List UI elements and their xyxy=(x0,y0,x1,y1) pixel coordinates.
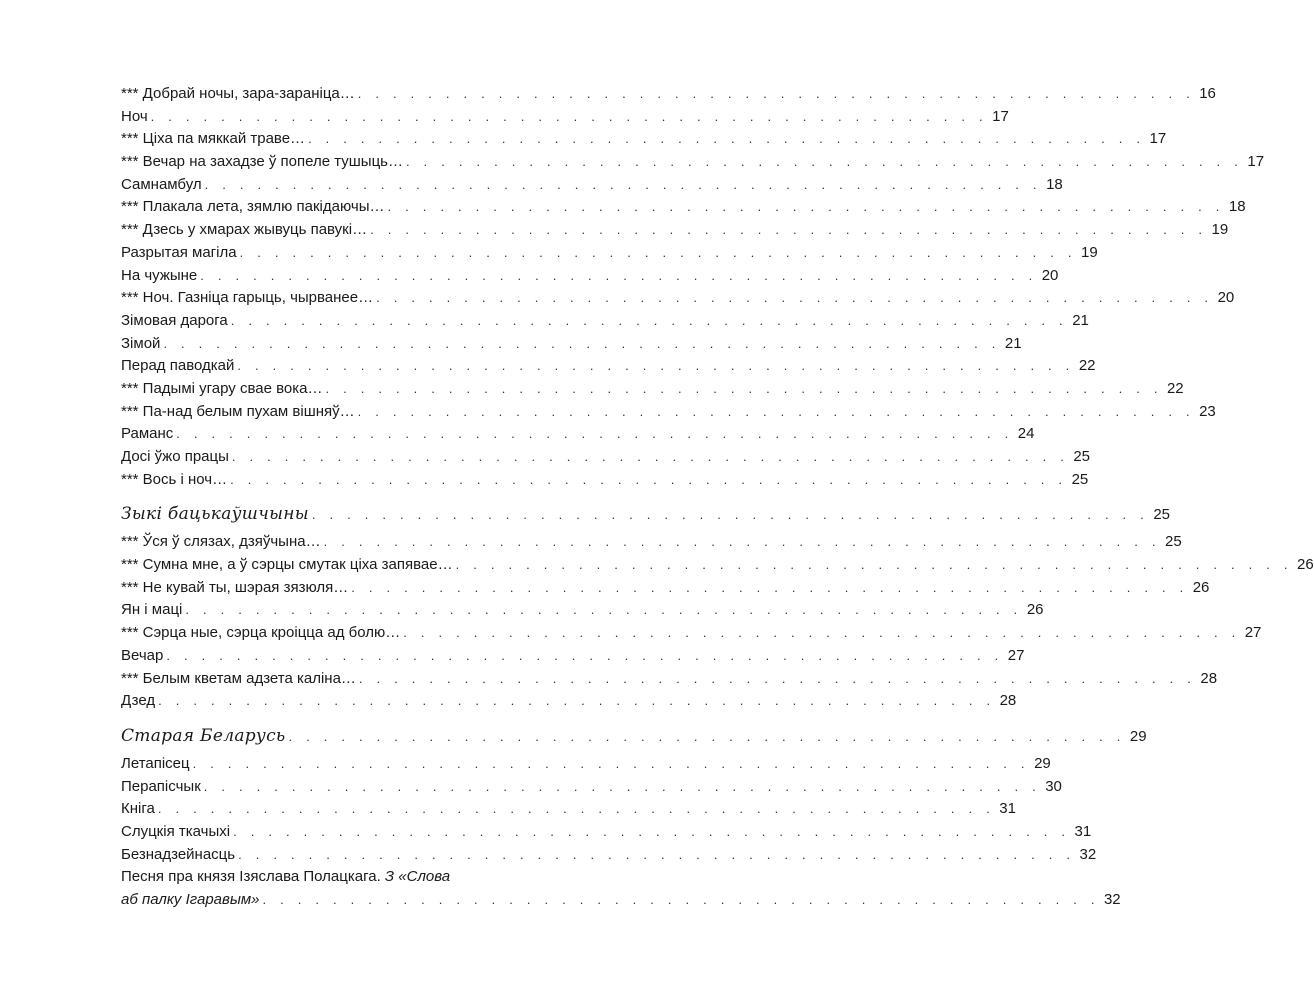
toc-entry xyxy=(121,577,1210,600)
toc-entry-multiline xyxy=(121,866,1121,911)
entry-title: Ян і маці xyxy=(121,601,183,619)
toc-entry xyxy=(121,378,1184,401)
dot-leader: . . . . . . . . . . . . . . . . . . . . . . . . . . . . . . . . . . . . . . . . . . . . . . . . xyxy=(351,579,1189,595)
page-number: 27 xyxy=(1007,646,1025,664)
entry-title: *** Сумна мне, а ў сэрцы смутак ціха запявае… xyxy=(121,556,453,574)
page-number: 30 xyxy=(1045,777,1062,795)
entry-title: Зімовая дарога xyxy=(121,311,228,329)
dot-leader: . . . . . . . . . . . . . . . . . . . . . . . . . . . . . . . . . . . . . . . . . . . . . . . . xyxy=(308,131,1146,147)
entry-title: *** Дзесь у хмарах жывуць павукі… xyxy=(121,221,368,239)
entry-title: Досі ўжо працы xyxy=(121,448,229,465)
entry-title-text: Песня пра князя Ізяслава Полацкага. xyxy=(121,868,385,886)
entry-title: *** Плакала лета, зямлю пакідаючы… xyxy=(121,198,385,216)
table-of-contents xyxy=(121,83,1314,912)
toc-entry xyxy=(121,690,1017,713)
dot-leader: . . . . . . . . . . . . . . . . . . . . . . . . . . . . . . . . . . . . . . . . . . . . . . . . xyxy=(166,647,1004,663)
toc-entry xyxy=(121,151,1265,174)
dot-leader: . . . . . . . . . . . . . . . . . . . . . . . . . . . . . . . . . . . . . . . . . . . . . . . . xyxy=(357,86,1195,101)
page-number: 26 xyxy=(1297,556,1314,574)
dot-leader: . . . . . . . . . . . . . . . . . . . . . . . . . . . . . . . . . . . . . . . . . . . . . . . . xyxy=(203,778,1041,794)
toc-entry xyxy=(121,844,1097,867)
page-number: 20 xyxy=(1217,289,1235,307)
entry-title: Разрытая магіла xyxy=(121,243,237,261)
section-title: Старая Беларусь xyxy=(121,725,286,746)
toc-entry xyxy=(121,128,1167,151)
entry-title: *** Сэрца ные, сэрца кроіцца ад болю… xyxy=(121,624,401,642)
toc-entry xyxy=(121,219,1229,242)
dot-leader: . . . . . . . . . . . . . . . . . . . . . . . . . . . . . . . . . . . . . . . . . . . . . . . . xyxy=(237,358,1075,374)
dot-leader: . . . . . . . . . . . . . . . . . . . . . . . . . . . . . . . . . . . . . . . . . . . . . . . . xyxy=(200,267,1038,283)
page-number: 17 xyxy=(1149,130,1167,148)
toc-entry xyxy=(121,776,1062,799)
page-number: 28 xyxy=(1200,669,1218,687)
dot-leader: . . . . . . . . . . . . . . . . . . . . . . . . . . . . . . . . . . . . . . . . . . . . . . . . xyxy=(387,199,1225,215)
page-number: 20 xyxy=(1041,266,1059,284)
entry-title: Вечар xyxy=(121,646,164,664)
page-number: 23 xyxy=(1199,402,1216,420)
entry-title: *** Ціха па мяккай траве… xyxy=(121,130,306,148)
toc-entry xyxy=(121,531,1182,554)
toc-entry xyxy=(121,645,1025,668)
entry-title-line2 xyxy=(121,889,1121,912)
dot-leader: . . . . . . . . . . . . . . . . . . . . . . . . . . . . . . . . . . . . . . . . . . . . . . . . xyxy=(239,244,1077,260)
entry-title: *** Не кувай ты, шэрая зязюля… xyxy=(121,578,349,596)
page-number: 27 xyxy=(1244,624,1262,642)
entry-subtitle-italic: З «Слова xyxy=(384,868,451,886)
page-number: 29 xyxy=(1034,754,1051,772)
entry-title: На чужыне xyxy=(121,266,198,284)
toc-entry xyxy=(121,106,1009,129)
entry-title: Дзед xyxy=(121,692,156,710)
page-number: 31 xyxy=(1074,822,1092,840)
dot-leader: . . . . . . . . . . . . . . . . . . . . . . . . . . . . . . . . . . . . . . . . . . . . . . . . xyxy=(262,892,1100,907)
toc-entry xyxy=(121,287,1235,310)
section-title: Зыкі бацькаўшчыны xyxy=(121,504,309,525)
dot-leader: . . . . . . . . . . . . . . . . . . . . . . . . . . . . . . . . . . . . . . . . . . . . . . . . xyxy=(158,693,996,709)
section-heading-row xyxy=(121,719,1147,753)
entry-title: Ноч xyxy=(121,107,148,125)
page-number: 17 xyxy=(1247,153,1265,171)
dot-leader: . . . . . . . . . . . . . . . . . . . . . . . . . . . . . . . . . . . . . . . . . . . . . . . . xyxy=(325,380,1163,396)
dot-leader: . . . . . . . . . . . . . . . . . . . . . . . . . . . . . . . . . . . . . . . . . . . . . . . . xyxy=(311,507,1149,523)
entry-title: Перад паводкай xyxy=(121,357,235,375)
entry-title: *** Ўся ў слязах, дзяўчына… xyxy=(121,533,321,551)
dot-leader: . . . . . . . . . . . . . . . . . . . . . . . . . . . . . . . . . . . . . . . . . . . . . . . . xyxy=(185,602,1023,618)
toc-entry xyxy=(121,196,1246,219)
page-number: 16 xyxy=(1199,85,1216,102)
page-number: 26 xyxy=(1192,578,1210,596)
page-number: 31 xyxy=(999,800,1016,818)
dot-leader: . . . . . . . . . . . . . . . . . . . . . . . . . . . . . . . . . . . . . . . . . . . . . . . . xyxy=(150,108,988,124)
page-number: 28 xyxy=(999,692,1017,710)
page-number: 22 xyxy=(1078,357,1096,375)
dot-leader: . . . . . . . . . . . . . . . . . . . . . . . . . . . . . . . . . . . . . . . . . . . . . . . . xyxy=(176,426,1014,442)
dot-leader: . . . . . . . . . . . . . . . . . . . . . . . . . . . . . . . . . . . . . . . . . . . . . . . . xyxy=(230,471,1068,487)
page-number: 17 xyxy=(992,107,1009,125)
entry-title-line1 xyxy=(121,866,519,889)
dot-leader: . . . . . . . . . . . . . . . . . . . . . . . . . . . . . . . . . . . . . . . . . . . . . . . . xyxy=(238,846,1076,862)
entry-title: *** Вечар на захадзе ў попеле тушыць… xyxy=(121,153,403,171)
toc-entry xyxy=(121,622,1262,645)
toc-entry xyxy=(121,242,1098,265)
page-number: 19 xyxy=(1211,221,1229,239)
toc-entry xyxy=(121,401,1216,424)
entry-title: *** Белым кветам адзета каліна… xyxy=(121,669,356,687)
toc-entry xyxy=(121,265,1059,288)
page-number: 24 xyxy=(1017,425,1035,443)
entry-title: *** Добрай ночы, зара-зараніца… xyxy=(121,85,355,102)
entry-title: Слуцкія ткачыхі xyxy=(121,822,231,840)
toc-entry xyxy=(121,446,1091,469)
entry-title: Раманс xyxy=(121,425,174,443)
toc-entry xyxy=(121,821,1092,844)
page-number: 22 xyxy=(1166,379,1184,397)
dot-leader: . . . . . . . . . . . . . . . . . . . . . . . . . . . . . . . . . . . . . . . . . . . . . . . . xyxy=(403,625,1241,641)
dot-leader: . . . . . . . . . . . . . . . . . . . . . . . . . . . . . . . . . . . . . . . . . . . . . . . . xyxy=(323,534,1161,550)
page-number: 29 xyxy=(1129,727,1147,745)
page-number: 19 xyxy=(1081,243,1098,261)
entry-title: Самнамбул xyxy=(121,175,202,193)
toc-entry xyxy=(121,423,1035,446)
toc-entry xyxy=(121,798,1016,821)
toc-entry xyxy=(121,554,1314,577)
entry-title: Безнадзейнасць xyxy=(121,845,236,863)
dot-leader: . . . . . . . . . . . . . . . . . . . . . . . . . . . . . . . . . . . . . . . . . . . . . . . . xyxy=(358,670,1197,686)
toc-entry xyxy=(121,310,1089,333)
dot-leader: . . . . . . . . . . . . . . . . . . . . . . . . . . . . . . . . . . . . . . . . . . . . . . . . xyxy=(376,290,1214,306)
entry-title: *** Падымі угару свае вока… xyxy=(121,379,323,397)
dot-leader: . . . . . . . . . . . . . . . . . . . . . . . . . . . . . . . . . . . . . . . . . . . . . . . . xyxy=(288,728,1126,744)
toc-entry xyxy=(121,355,1096,378)
entry-title: Зімой xyxy=(121,334,161,352)
dot-leader: . . . . . . . . . . . . . . . . . . . . . . . . . . . . . . . . . . . . . . . . . . . . . . . . xyxy=(370,222,1208,238)
dot-leader: . . . . . . . . . . . . . . . . . . . . . . . . . . . . . . . . . . . . . . . . . . . . . . . . xyxy=(157,801,995,817)
page-number: 26 xyxy=(1026,601,1044,619)
toc-entry xyxy=(121,174,1063,197)
toc-entry xyxy=(121,753,1051,776)
dot-leader: . . . . . . . . . . . . . . . . . . . . . . . . . . . . . . . . . . . . . . . . . . . . . . . . xyxy=(231,449,1070,464)
dot-leader: . . . . . . . . . . . . . . . . . . . . . . . . . . . . . . . . . . . . . . . . . . . . . . . . xyxy=(163,335,1001,351)
toc-entry xyxy=(121,668,1218,691)
page-number: 21 xyxy=(1072,311,1089,329)
toc-entry xyxy=(121,599,1044,622)
entry-title: Летапісец xyxy=(121,754,190,772)
page-number: 18 xyxy=(1046,175,1063,193)
page-number: 25 xyxy=(1071,470,1089,488)
dot-leader: . . . . . . . . . . . . . . . . . . . . . . . . . . . . . . . . . . . . . . . . . . . . . . . . xyxy=(233,823,1071,839)
section-heading-row xyxy=(121,497,1170,531)
page-number: 32 xyxy=(1079,845,1097,863)
page-number: 25 xyxy=(1073,448,1091,465)
entry-title: *** Ноч. Газніца гарыць, чырванее… xyxy=(121,289,374,307)
page-number: 25 xyxy=(1165,533,1182,551)
dot-leader: . . . . . . . . . . . . . . . . . . . . . . . . . . . . . . . . . . . . . . . . . . . . . . . . xyxy=(230,312,1068,328)
entry-title: *** Па-над белым пухам вішняў… xyxy=(121,402,355,420)
toc-entry xyxy=(121,469,1089,492)
page-number: 18 xyxy=(1228,198,1246,216)
toc-entry xyxy=(121,83,1216,106)
entry-subtitle-italic-cont: аб палку Ігаравым» xyxy=(121,891,260,908)
entry-title: Кніга xyxy=(121,800,155,818)
dot-leader: . . . . . . . . . . . . . . . . . . . . . . . . . . . . . . . . . . . . . . . . . . . . . . . . xyxy=(357,403,1195,419)
dot-leader: . . . . . . . . . . . . . . . . . . . . . . . . . . . . . . . . . . . . . . . . . . . . . . . . xyxy=(455,557,1293,573)
dot-leader: . . . . . . . . . . . . . . . . . . . . . . . . . . . . . . . . . . . . . . . . . . . . . . . . xyxy=(192,755,1030,771)
page-number: 25 xyxy=(1153,506,1170,524)
entry-title: Перапісчык xyxy=(121,777,201,795)
page-number: 32 xyxy=(1103,891,1121,908)
entry-title: *** Вось і ноч… xyxy=(121,470,228,488)
toc-entry xyxy=(121,333,1022,356)
page-number: 21 xyxy=(1004,334,1022,352)
dot-leader: . . . . . . . . . . . . . . . . . . . . . . . . . . . . . . . . . . . . . . . . . . . . . . . . xyxy=(405,154,1244,170)
dot-leader: . . . . . . . . . . . . . . . . . . . . . . . . . . . . . . . . . . . . . . . . . . . . . . . . xyxy=(204,176,1042,192)
